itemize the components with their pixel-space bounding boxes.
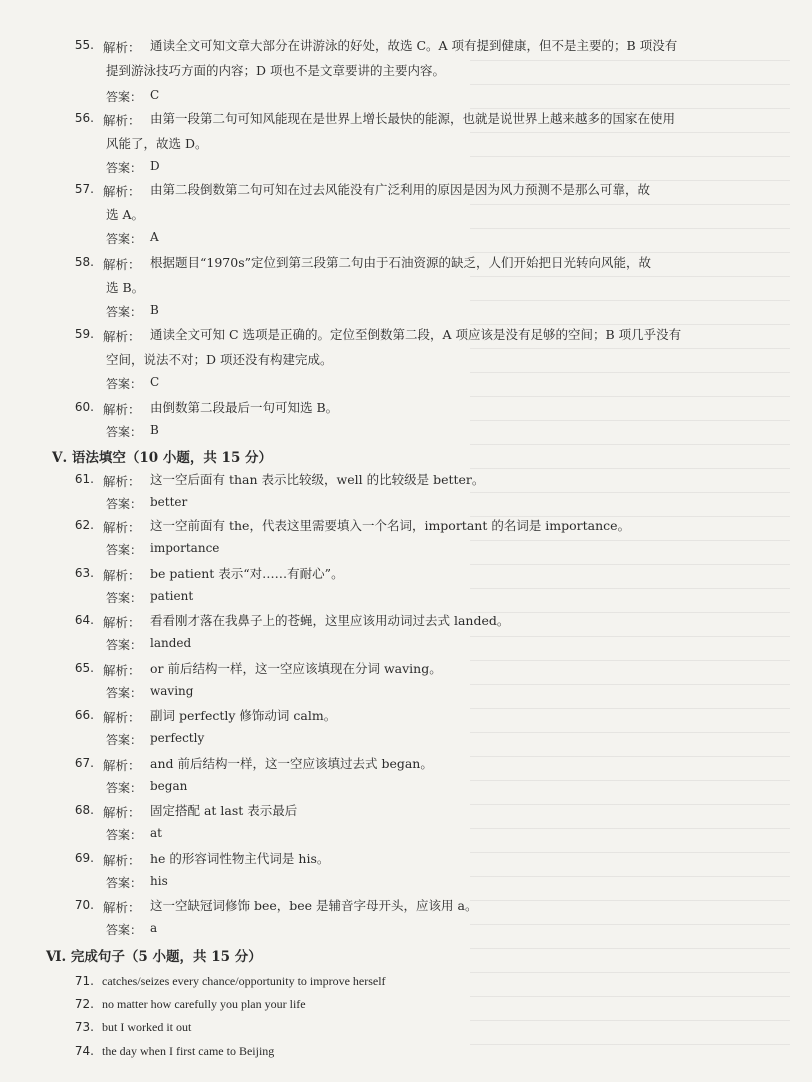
- analysis-text: 这一空后面有 than 表示比较级，well 的比较级是 better。: [150, 472, 485, 487]
- analysis-text: 这一空缺冠词修饰 bee，bee 是辅音字母开头，应该用 a。: [150, 898, 478, 913]
- answer-value: A: [150, 230, 159, 244]
- analysis-label: 解析：: [103, 710, 141, 725]
- analysis-line-2: 选 B。: [106, 280, 145, 295]
- item-number: 67.: [74, 756, 94, 770]
- answer-value: D: [150, 159, 160, 173]
- answer-value: C: [150, 88, 160, 102]
- analysis-text: 固定搭配 at last 表示最后: [150, 803, 298, 818]
- analysis-label: 解析：: [103, 663, 141, 678]
- section-heading-grammar: Ⅴ. 语法填空（10 小题，共 15 分）: [52, 450, 273, 466]
- analysis-label: 解析：: [103, 184, 141, 199]
- bleed-through-background: [470, 60, 790, 1060]
- analysis-label: 解析：: [103, 40, 141, 55]
- analysis-label: 解析：: [103, 402, 141, 417]
- item-number: 62.: [74, 518, 94, 532]
- answer-value: waving: [150, 684, 194, 698]
- answer-label: 答案：: [106, 543, 143, 557]
- answer-label: 答案：: [106, 497, 143, 511]
- answer-label: 答案：: [106, 232, 143, 246]
- item-number: 55.: [74, 38, 94, 52]
- analysis-text: or 前后结构一样，这一空应该填现在分词 waving。: [150, 661, 442, 676]
- answer-label: 答案：: [106, 781, 143, 795]
- answer-label: 答案：: [106, 425, 143, 439]
- item-number: 68.: [74, 803, 94, 817]
- answer-label: 答案：: [106, 305, 143, 319]
- analysis-text: 副词 perfectly 修饰动词 calm。: [150, 708, 337, 723]
- answer-label: 答案：: [106, 923, 143, 937]
- item-number: 59.: [74, 327, 94, 341]
- answer-value: at: [150, 826, 162, 840]
- section-heading-sentences: Ⅵ. 完成句子（5 小题，共 15 分）: [46, 949, 262, 965]
- answer-label: 答案：: [106, 591, 143, 605]
- answer-value: his: [150, 874, 168, 888]
- answer-value: B: [150, 303, 159, 317]
- item-number: 72.: [74, 997, 94, 1011]
- analysis-text: 看看刚才落在我鼻子上的苍蝇，这里应该用动词过去式 landed。: [150, 613, 510, 628]
- item-number: 66.: [74, 708, 94, 722]
- item-number: 63.: [74, 566, 94, 580]
- analysis-text: be patient 表示“对……有耐心”。: [150, 566, 344, 581]
- answer-label: 答案：: [106, 828, 143, 842]
- analysis-line-2: 提到游泳技巧方面的内容；D 项也不是文章要讲的主要内容。: [106, 63, 445, 78]
- analysis-line-1: 通读全文可知文章大部分在讲游泳的好处，故选 C。A 项有提到健康，但不是主要的；B 项没有: [150, 38, 678, 53]
- answer-label: 答案：: [106, 876, 143, 890]
- analysis-line-1: 由第二段倒数第二句可知在过去风能没有广泛利用的原因是因为风力预测不是那么可靠，故: [150, 182, 651, 197]
- analysis-line-1: 根据题目“1970s”定位到第三段第二句由于石油资源的缺乏，人们开始把日光转向风能，故: [150, 255, 652, 270]
- answer-value: importance: [150, 541, 220, 555]
- sentence-text: the day when I first came to Beijing: [102, 1044, 275, 1058]
- analysis-label: 解析：: [103, 805, 141, 820]
- analysis-label: 解析：: [103, 257, 141, 272]
- item-number: 74.: [74, 1044, 94, 1058]
- sentence-text: catches/seizes every chance/opportunity to improve herself: [102, 974, 386, 988]
- sentence-text: but I worked it out: [102, 1020, 192, 1034]
- analysis-line-1: 通读全文可知 C 选项是正确的。定位至倒数第二段，A 项应该是没有足够的空间；B 项几乎没有: [150, 327, 682, 342]
- analysis-label: 解析：: [103, 113, 141, 128]
- answer-value: patient: [150, 589, 194, 603]
- answer-label: 答案：: [106, 733, 143, 747]
- analysis-line-1: 由倒数第二段最后一句可知选 B。: [150, 400, 339, 415]
- analysis-line-2: 风能了，故选 D。: [106, 136, 208, 151]
- answer-label: 答案：: [106, 686, 143, 700]
- item-number: 71.: [74, 974, 94, 988]
- item-number: 60.: [74, 400, 94, 414]
- answer-value: began: [150, 779, 188, 793]
- answer-value: a: [150, 921, 158, 935]
- item-number: 57.: [74, 182, 94, 196]
- answer-label: 答案：: [106, 377, 143, 391]
- analysis-label: 解析：: [103, 568, 141, 583]
- answer-value: perfectly: [150, 731, 205, 745]
- analysis-text: and 前后结构一样，这一空应该填过去式 began。: [150, 756, 433, 771]
- item-number: 73.: [74, 1020, 94, 1034]
- analysis-label: 解析：: [103, 474, 141, 489]
- item-number: 61.: [74, 472, 94, 486]
- item-number: 69.: [74, 851, 94, 865]
- analysis-line-1: 由第一段第二句可知风能现在是世界上增长最快的能源，也就是说世界上越来越多的国家在使用: [150, 111, 676, 126]
- analysis-label: 解析：: [103, 615, 141, 630]
- item-number: 70.: [74, 898, 94, 912]
- analysis-label: 解析：: [103, 900, 141, 915]
- analysis-text: 这一空前面有 the，代表这里需要填入一个名词，important 的名词是 importance。: [150, 518, 631, 533]
- item-number: 64.: [74, 613, 94, 627]
- answer-value: C: [150, 375, 160, 389]
- analysis-line-2: 选 A。: [106, 207, 145, 222]
- item-number: 56.: [74, 111, 94, 125]
- analysis-label: 解析：: [103, 758, 141, 773]
- analysis-label: 解析：: [103, 520, 141, 535]
- answer-label: 答案：: [106, 638, 143, 652]
- answer-value: landed: [150, 636, 192, 650]
- answer-value: B: [150, 423, 159, 437]
- analysis-line-2: 空间，说法不对；D 项还没有构建完成。: [106, 352, 333, 367]
- item-number: 58.: [74, 255, 94, 269]
- answer-label: 答案：: [106, 161, 143, 175]
- answer-value: better: [150, 495, 188, 509]
- answer-label: 答案：: [106, 90, 143, 104]
- analysis-text: he 的形容词性物主代词是 his。: [150, 851, 330, 866]
- sentence-text: no matter how carefully you plan your life: [102, 997, 306, 1011]
- analysis-label: 解析：: [103, 853, 141, 868]
- analysis-label: 解析：: [103, 329, 141, 344]
- item-number: 65.: [74, 661, 94, 675]
